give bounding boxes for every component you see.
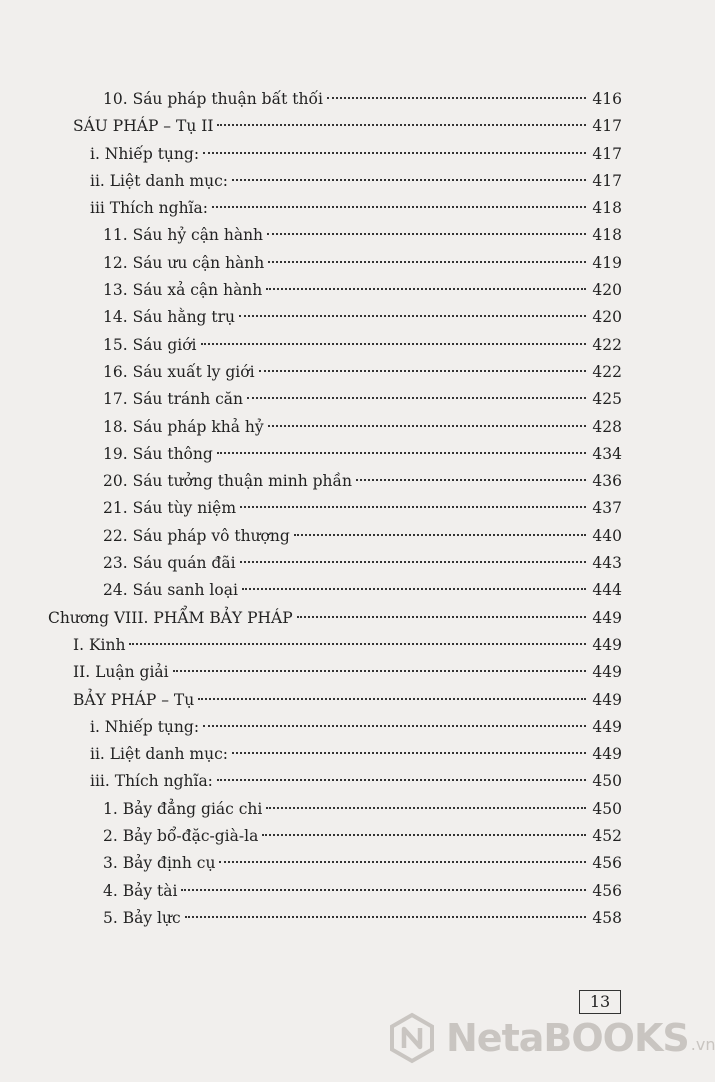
toc-entry [48,714,622,741]
toc-entry [48,332,622,359]
toc-entry [48,468,622,495]
toc-entry-title: ii. Liệt danh mục: [90,171,228,190]
toc-entry-page: 449 [592,608,622,627]
toc-entry [48,113,622,140]
dot-leader [217,124,586,126]
dot-leader [129,643,586,645]
dot-leader [242,588,586,590]
toc-entry-page: 418 [592,226,622,245]
dot-leader [217,452,587,454]
toc-entry [48,687,622,714]
toc-entry-page: 417 [592,144,622,163]
watermark-brand: NetaBOOKS [446,1016,689,1060]
toc-entry-title: 12. Sáu ưu cận hành [103,253,265,272]
toc-entry-title: 19. Sáu thông [103,444,213,463]
dot-leader [294,534,587,536]
toc-entry [48,850,622,877]
toc-entry-page: 449 [592,717,622,736]
toc-entry-page: 418 [592,199,622,218]
toc-entry-page: 420 [592,308,622,327]
dot-leader [217,779,587,781]
toc-entry-page: 419 [592,253,622,272]
toc-entry [48,222,622,249]
toc-entry [48,632,622,659]
dot-leader [356,479,586,481]
toc-entry [48,304,622,331]
toc-entry [48,550,622,577]
toc-entry [48,386,622,413]
toc-entry [48,523,622,550]
dot-leader [266,807,586,809]
toc-entry [48,768,622,795]
dot-leader [181,889,586,891]
toc-entry [48,277,622,304]
toc-entry-page: 416 [592,90,622,108]
toc-entry-title: 5. Bảy lực [103,908,181,927]
toc-entry-page: 425 [592,390,622,409]
toc-entry-page: 437 [592,499,622,518]
toc-entry-page: 450 [592,772,622,791]
toc-entry-title: i. Nhiếp tụng: [90,717,200,736]
toc-entry-title: 1. Bảy đẳng giác chi [103,799,263,818]
dot-leader [201,343,587,345]
toc-entry-page: 422 [592,362,622,381]
toc-entry-page: 417 [592,171,622,190]
toc-entry-title: II. Luận giải [73,663,169,682]
dot-leader [262,834,586,836]
toc-entry-title: i. Nhiếp tụng: [90,144,200,163]
toc-entry-page: 452 [592,827,622,846]
toc-entry [48,823,622,850]
dot-leader [268,261,586,263]
page-number: 13 [579,990,621,1014]
dot-leader [239,315,586,317]
toc-entry-page: 450 [592,799,622,818]
toc-entry-title: 22. Sáu pháp vô thượng [103,526,290,545]
toc-entry-page: 420 [592,281,622,300]
toc-entry [48,359,622,386]
toc-entry-page: 449 [592,635,622,654]
toc-entry-page: 456 [592,854,622,873]
toc-entry-title: I. Kinh [73,635,126,654]
toc-entry [48,577,622,604]
toc-entry-title: 11. Sáu hỷ cận hành [103,226,264,245]
dot-leader [185,916,587,918]
toc-entry-title: 10. Sáu pháp thuận bất thối [103,90,323,108]
toc-entry [48,195,622,222]
toc-entry-page: 456 [592,881,622,900]
toc-entry [48,86,622,113]
dot-leader [267,233,586,235]
toc-entry [48,796,622,823]
toc-entry-title: 21. Sáu tùy niệm [103,499,237,518]
dot-leader [219,861,586,863]
toc-entry-title: 24. Sáu sanh loại [103,581,238,600]
toc-entry [48,441,622,468]
toc-entry-title: BẢY PHÁP – Tụ [73,690,195,709]
toc-entry [48,659,622,686]
toc-entry-page: 449 [592,690,622,709]
toc-entry [48,905,622,932]
toc-entry [48,878,622,905]
toc-entry-title: 4. Bảy tài [103,881,178,900]
toc-entry [48,605,622,632]
dot-leader [198,698,586,700]
toc-entry-title: ii. Liệt danh mục: [90,745,228,764]
dot-leader [232,752,586,754]
toc-entry-page: 449 [592,663,622,682]
dot-leader [259,370,587,372]
dot-leader [203,725,586,727]
toc-entry [48,495,622,522]
dot-leader [212,206,586,208]
toc-entry-title: 14. Sáu hằng trụ [103,308,236,327]
toc-entry-title: Chương VIII. PHẨM BẢY PHÁP [48,608,293,627]
toc-entry-page: 422 [592,335,622,354]
dot-leader [173,670,587,672]
toc-entry-title: 18. Sáu pháp khả hỷ [103,417,264,436]
toc-entry-title: SÁU PHÁP – Tụ II [73,117,214,136]
watermark-domain: .vn [690,1035,715,1054]
toc-entry-title: iii. Thích nghĩa: [90,772,213,791]
dot-leader [327,97,586,99]
dot-leader [203,152,586,154]
dot-leader [247,397,586,399]
dot-leader [266,288,586,290]
toc-entry-page: 434 [592,444,622,463]
toc-entry [48,250,622,277]
toc-entry-page: 440 [592,526,622,545]
toc-entry-title: 15. Sáu giới [103,335,197,354]
toc-entry-title: 17. Sáu tránh căn [103,390,244,409]
toc-entry-title: 23. Sáu quán đãi [103,554,236,573]
toc-entry-title: 2. Bảy bổ-đặc-già-la [103,827,259,846]
dot-leader [240,561,587,563]
toc-entry-title: 16. Sáu xuất ly giới [103,362,255,381]
toc-entry [48,414,622,441]
toc-entry-page: 449 [592,745,622,764]
toc-entry-page: 458 [592,908,622,927]
watermark [386,1012,715,1064]
toc-entry-title: iii Thích nghĩa: [90,199,208,218]
toc-entry-page: 443 [592,554,622,573]
toc-entry-title: 20. Sáu tưởng thuận minh phần [103,472,352,491]
dot-leader [232,179,586,181]
toc-entry [48,141,622,168]
dot-leader [297,616,587,618]
neta-hexagon-logo-icon [386,1012,438,1064]
toc-entry [48,741,622,768]
table-of-contents [48,86,622,932]
toc-entry-title: 3. Bảy định cụ [103,854,216,873]
dot-leader [268,425,587,427]
toc-entry-page: 444 [592,581,622,600]
toc-entry-page: 436 [592,472,622,491]
dot-leader [240,506,586,508]
toc-entry [48,168,622,195]
toc-entry-page: 428 [592,417,622,436]
toc-entry-page: 417 [592,117,622,136]
toc-entry-title: 13. Sáu xả cận hành [103,281,263,300]
